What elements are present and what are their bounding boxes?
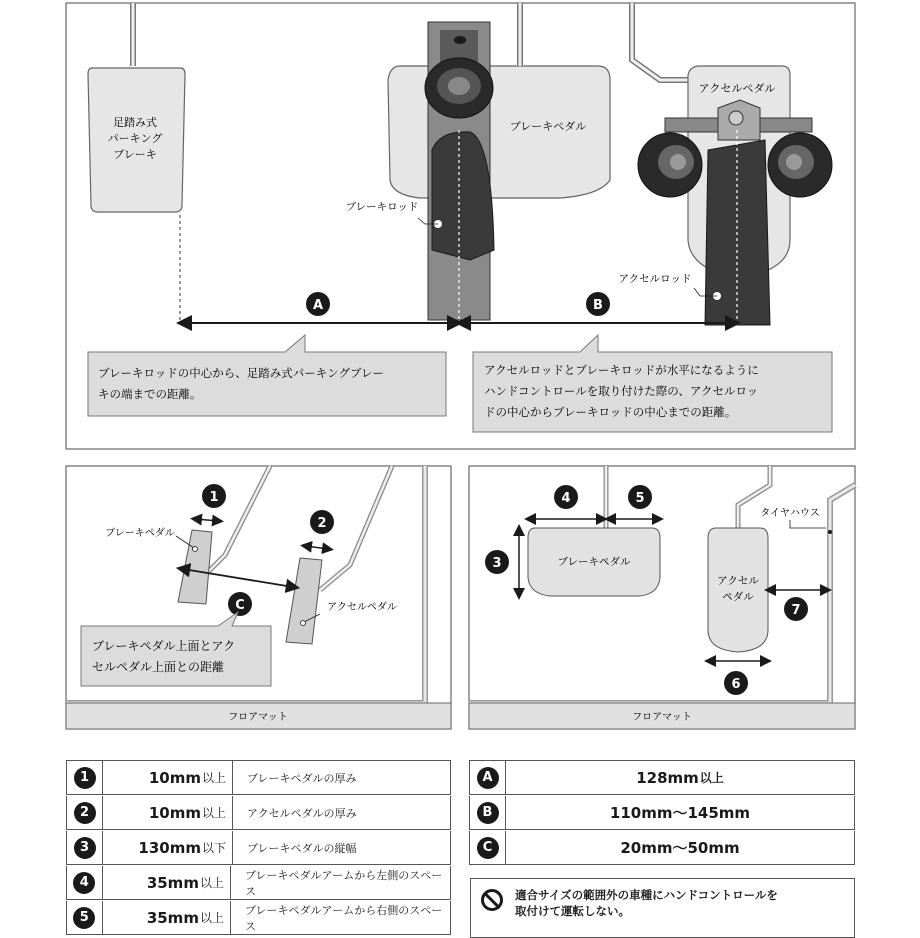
- warning-line: 取付けて運転しない。: [515, 904, 630, 918]
- spec-description: ブレーキペダルアームから左側のスペース: [244, 868, 443, 898]
- callout-c-line: セルペダル上面との距離: [92, 660, 225, 674]
- front-accel-pedal-label: ペダル: [722, 591, 754, 603]
- row-letter-badge: B: [477, 802, 499, 824]
- marker-a-text: A: [312, 298, 324, 313]
- marker-7-text: 7: [791, 603, 801, 618]
- spec-value: 35mm: [146, 873, 199, 892]
- row-number-badge: 5: [73, 907, 95, 929]
- accel-pedal-label: アクセルペダル: [698, 82, 776, 95]
- spec-unit: 以上: [201, 771, 226, 785]
- parking-brake-label: ブレーキ: [113, 148, 157, 161]
- side-view-panel: [66, 466, 451, 729]
- callout-b-line: ハンドコントロールを取り付けた際の、アクセルロッ: [484, 384, 759, 398]
- spec-row-a: [469, 761, 855, 795]
- floor-mat-label: フロアマット: [228, 712, 288, 723]
- warning-line: 適合サイズの範囲外の車種にハンドコントロールを: [515, 888, 778, 902]
- spec-unit: 以上: [199, 876, 224, 890]
- parking-brake-label: パーキング: [107, 132, 163, 145]
- spec-value: 110mm～145mm: [609, 804, 751, 822]
- callout-c-line: ブレーキペダル上面とアク: [92, 639, 236, 653]
- spec-row-c: [469, 831, 855, 865]
- front-brake-pedal-label: ブレーキペダル: [557, 556, 631, 568]
- spec-description: ブレーキペダルの縦幅: [247, 841, 357, 855]
- spec-value: 10mm: [148, 803, 201, 822]
- spec-row-2: [66, 796, 451, 830]
- warning-box: [470, 878, 855, 938]
- warning-text: [515, 887, 778, 919]
- tire-house-label: タイヤハウス: [760, 508, 820, 519]
- marker-6-text: 6: [731, 677, 741, 692]
- spec-unit: 以上: [199, 911, 224, 925]
- marker-2-text: 2: [317, 516, 327, 531]
- row-number-badge: 1: [74, 767, 96, 789]
- row-number-badge: 2: [74, 802, 96, 824]
- callout-a-line: キの端までの距離。: [98, 387, 202, 401]
- spec-value: 10mm: [148, 768, 201, 787]
- brake-pedal-label: ブレーキペダル: [509, 120, 587, 133]
- spec-description: ブレーキペダルの厚み: [247, 771, 357, 785]
- marker-4-text: 4: [561, 491, 571, 506]
- spec-value: 35mm: [146, 908, 199, 927]
- right-spec-table: [469, 760, 855, 866]
- spec-unit: 以下: [201, 841, 226, 855]
- spec-value: 128mm: [636, 768, 699, 787]
- spec-value: 130mm: [138, 838, 201, 857]
- accel-rod-label: アクセルロッド: [618, 273, 692, 285]
- row-letter-badge: C: [477, 837, 499, 859]
- marker-b-text: B: [593, 298, 603, 313]
- marker-1-text: 1: [209, 490, 219, 505]
- brake-rod-label: ブレーキロッド: [345, 201, 419, 213]
- parking-brake-label: 足踏み式: [113, 116, 157, 129]
- front-accel-pedal-label: アクセル: [717, 575, 759, 587]
- row-number-badge: 4: [73, 872, 95, 894]
- spec-row-3: [66, 831, 451, 865]
- side-accel-pedal-label: アクセルペダル: [327, 602, 397, 613]
- row-letter-badge: A: [477, 767, 499, 789]
- side-brake-pedal-label: ブレーキペダル: [105, 528, 175, 539]
- marker-c-text: C: [235, 598, 245, 613]
- front-view-panel: [469, 466, 855, 729]
- top-panel: [66, 3, 855, 449]
- spec-unit: 以上: [699, 771, 724, 785]
- spec-row-1: [66, 761, 451, 795]
- callout-a-line: ブレーキロッドの中心から、足踏み式パーキングブレー: [98, 366, 385, 380]
- callout-b-line: アクセルロッドとブレーキロッドが水平になるように: [484, 363, 759, 377]
- spec-description: ブレーキペダルアームから右側のスペース: [244, 903, 443, 933]
- spec-row-4: [66, 866, 451, 900]
- marker-3-text: 3: [492, 556, 502, 571]
- spec-description: アクセルペダルの厚み: [247, 806, 357, 820]
- spec-row-5: [66, 901, 451, 935]
- callout-b-line: ドの中心からブレーキロッドの中心までの距離。: [484, 405, 737, 419]
- prohibited-icon: [481, 889, 503, 911]
- spec-row-b: [469, 796, 855, 830]
- spec-unit: 以上: [201, 806, 226, 820]
- floor-mat-label-right: フロアマット: [632, 712, 692, 723]
- row-number-badge: 3: [74, 837, 96, 859]
- marker-5-text: 5: [635, 491, 645, 506]
- left-spec-table: [66, 760, 451, 931]
- spec-value: 20mm～50mm: [620, 839, 740, 857]
